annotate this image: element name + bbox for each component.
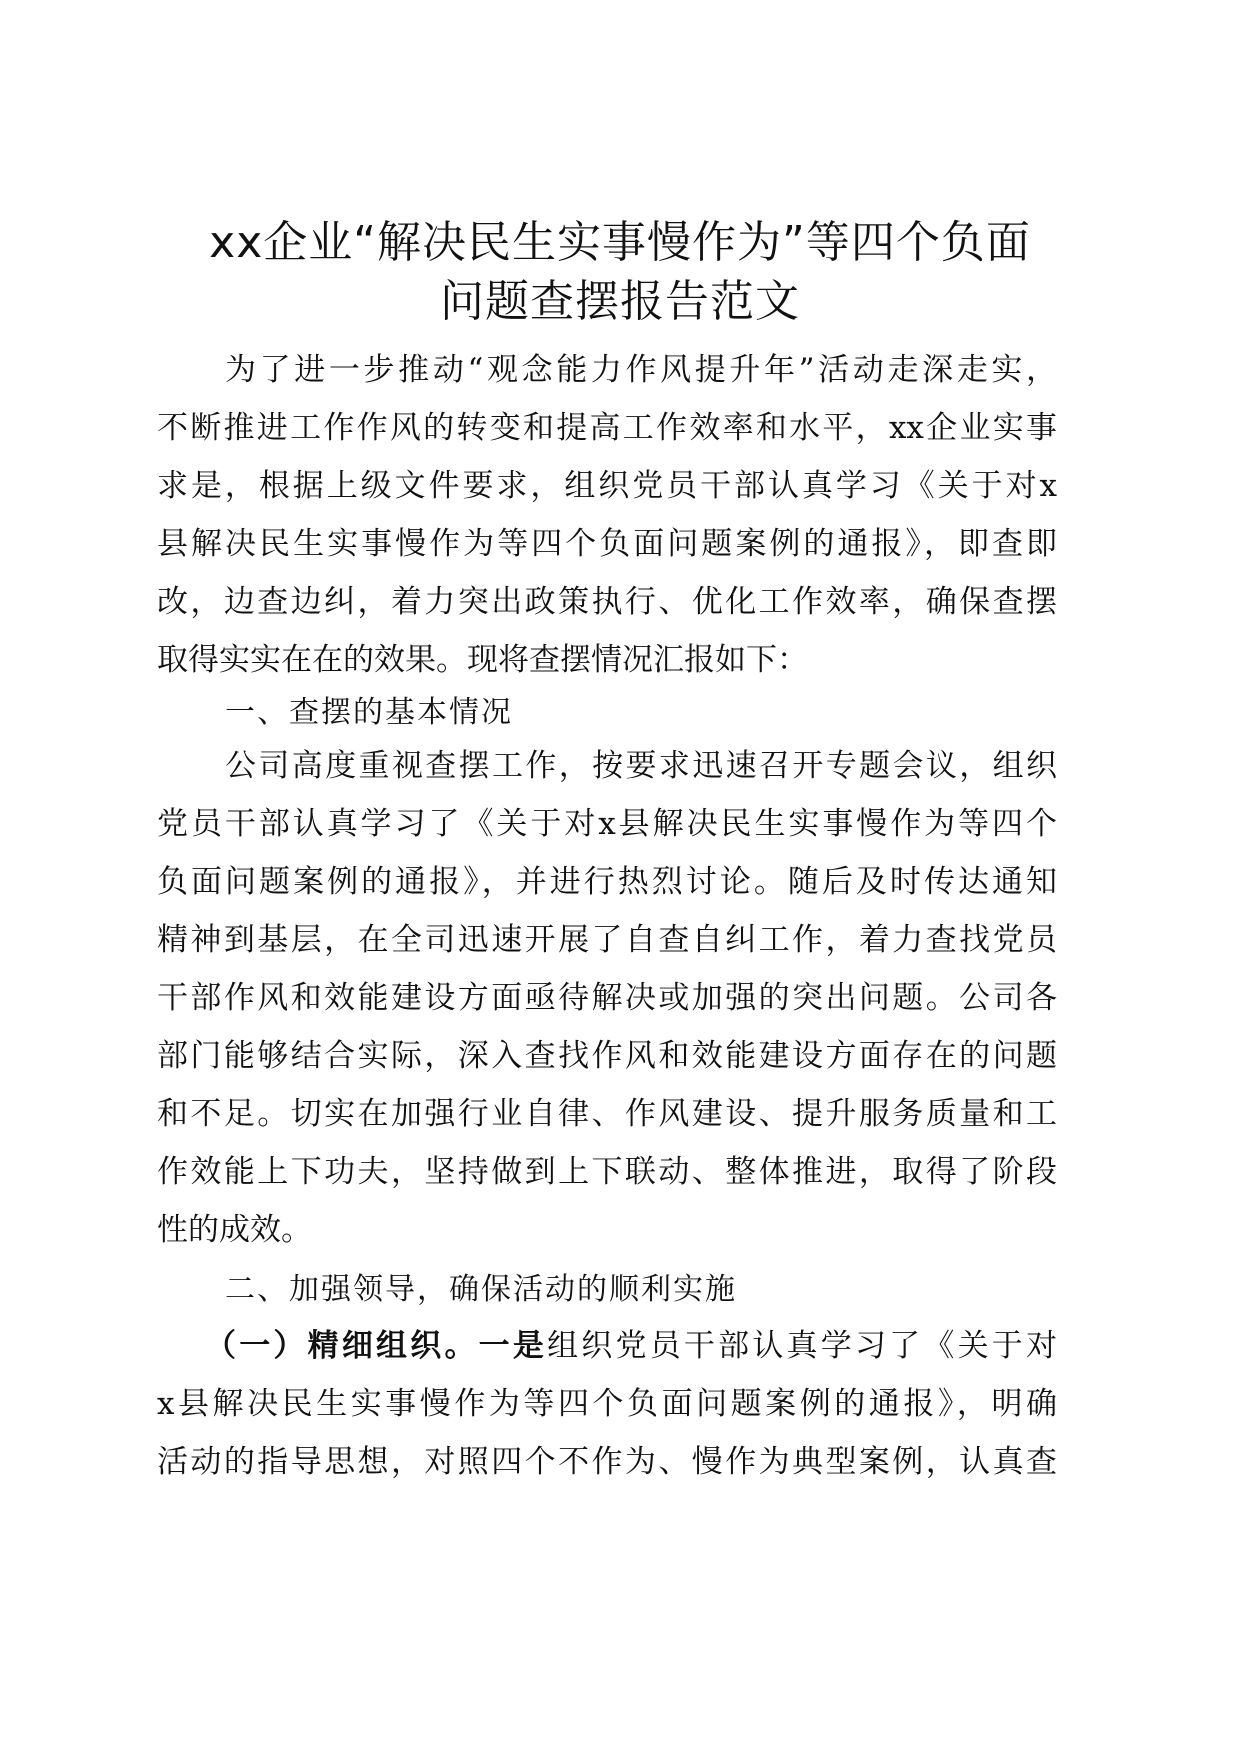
document-title-line-1: xx企业“解决民生实事慢作为”等四个负面 — [209, 217, 1031, 268]
section-1-line: 性的成效。 — [157, 1212, 312, 1248]
subsection-1-first-text: 组织党员干部认真学习了《关于对 — [547, 1328, 1058, 1364]
section-1-line: 负面问题案例的通报》，并进行热烈讨论。随后及时传达通知 — [157, 864, 1057, 900]
section-1-line: 精神到基层，在全司迅速开展了自查自纠工作，着力查找党员 — [157, 922, 1057, 958]
subsection-1-first-line — [205, 1316, 1057, 1376]
intro-line: 不断推进工作作风的转变和提高工作效率和水平，xx企业实事 — [157, 410, 1057, 446]
subsection-1-lead: 一是 — [478, 1328, 548, 1364]
section-1-line: 党员干部认真学习了《关于对x县解决民生实事慢作为等四个 — [157, 806, 1057, 842]
subsection-1-label: （一）精细组织。 — [205, 1328, 479, 1364]
intro-line: 为了进一步推动“观念能力作风提升年”活动走深走实， — [225, 352, 1057, 388]
intro-line: 县解决民生实事慢作为等四个负面问题案例的通报》，即查即 — [157, 526, 1057, 562]
section-1-line: 公司高度重视查摆工作，按要求迅速召开专题会议，组织 — [225, 748, 1057, 784]
section-2-heading: 二、加强领导，确保活动的顺利实施 — [225, 1272, 737, 1307]
intro-line: 求是，根据上级文件要求，组织党员干部认真学习《关于对x — [157, 468, 1057, 504]
subsection-1-line: x县解决民生实事慢作为等四个负面问题案例的通报》，明确 — [157, 1386, 1057, 1422]
section-1-heading: 一、查摆的基本情况 — [225, 695, 513, 730]
section-1-line: 干部作风和效能建设方面亟待解决或加强的突出问题。公司各 — [157, 980, 1057, 1016]
section-1-line: 作效能上下功夫，坚持做到上下联动、整体推进，取得了阶段 — [157, 1154, 1057, 1190]
section-1-line: 部门能够结合实际，深入查找作风和效能建设方面存在的问题 — [157, 1038, 1057, 1074]
document-title-line-2: 问题查摆报告范文 — [440, 276, 800, 327]
intro-line: 取得实实在在的效果。现将查摆情况汇报如下： — [157, 642, 808, 678]
section-1-line: 和不足。切实在加强行业自律、作风建设、提升服务质量和工 — [157, 1096, 1057, 1132]
intro-line: 改，边查边纠，着力突出政策执行、优化工作效率，确保查摆 — [157, 584, 1057, 620]
subsection-1-line: 活动的指导思想，对照四个不作为、慢作为典型案例，认真查 — [157, 1444, 1057, 1480]
